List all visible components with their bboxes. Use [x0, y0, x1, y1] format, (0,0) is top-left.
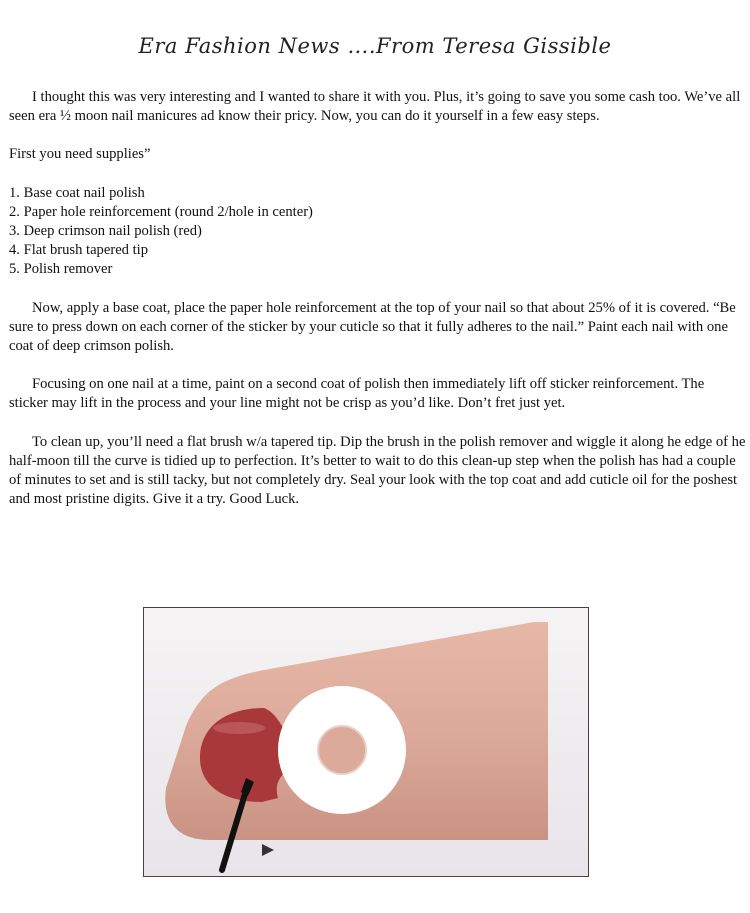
supplies-heading: First you need supplies” [9, 146, 151, 163]
list-item: 1. Base coat nail polish [9, 184, 145, 201]
sticker-hole [318, 726, 366, 774]
list-item: 4. Flat brush tapered tip [9, 242, 149, 259]
page-title: Era Fashion News ….From Teresa Gissible [138, 34, 612, 58]
intro-paragraph: I thought this was very interesting and I wanted to share it with you. Plus, it’s going to save you some cash too. We’ve all seen era ½ moon nail manicures ad know their pricy. Now, you can do it yourself in a few easy steps. [9, 89, 741, 125]
nail-illustration [144, 608, 588, 876]
list-item: 2. Paper hole reinforcement (round 2/hole in center) [9, 203, 313, 220]
list-item: 5. Polish remover [9, 261, 113, 278]
focus-paragraph: Focusing on one nail at a time, paint on a second coat of polish then immediately lift off sticker reinforcement. The sticker may lift in the process and your line might not be crisp as you’d like. Don’t fret just yet. [9, 376, 705, 412]
apply-paragraph: Now, apply a base coat, place the paper hole reinforcement at the top of your nail so that about 25% of it is covered. “Be sure to press down on each corner of the sticker by your cuticle so that it fully adheres to the nail.” Paint each nail with one coat of deep crimson polish. [9, 299, 736, 355]
list-item: 3. Deep crimson nail polish (red) [9, 223, 202, 240]
nail-photo [143, 607, 589, 877]
cleanup-paragraph: To clean up, you’ll need a flat brush w/a tapered tip. Dip the brush in the polish remover and wiggle it along he edge of he half-moon till the curve is tidied up to perfection. It’s better to wait to do this clean-up step when the polish has had a couple of minutes to set and is still tacky, but not completely dry. Seal your look with the top coat and add cuticle oil for the poshest and most pristine digits. Give it a try. Good Luck. [9, 433, 746, 508]
supplies-list [9, 184, 746, 280]
article-body [9, 88, 746, 528]
